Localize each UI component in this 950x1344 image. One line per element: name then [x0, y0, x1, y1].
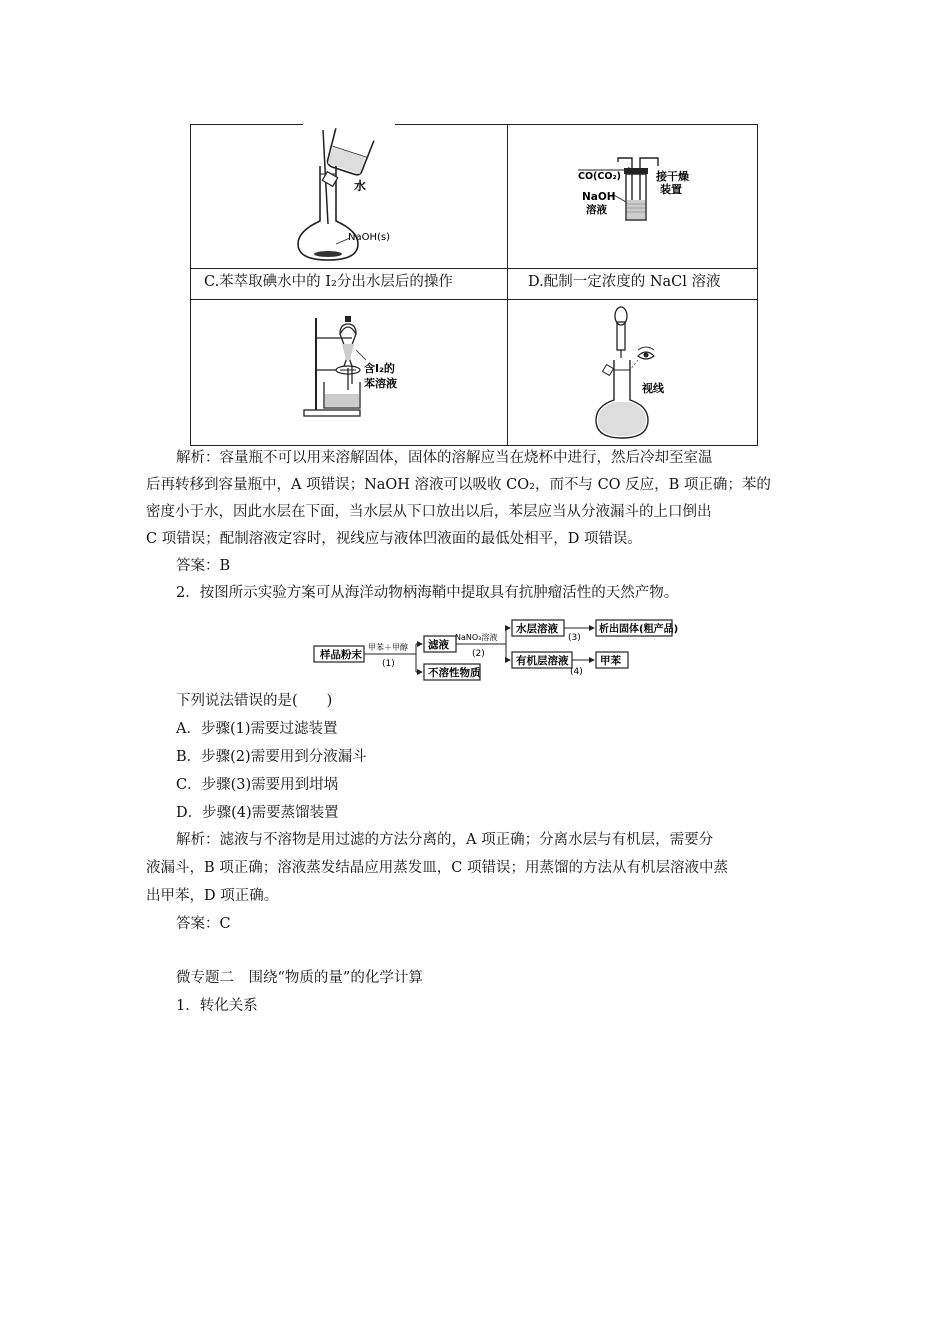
q2-prompt: 下列说法错误的是( )	[176, 693, 333, 709]
section-title: 微专题二 围绕“物质的量”的化学计算	[176, 970, 423, 986]
flow-reagent-1: 甲苯＋甲醇	[368, 643, 408, 652]
q2-flow-chart	[312, 616, 682, 682]
q1-analysis-line-2: 后再转移到容量瓶中，A 项错误；NaOH 溶液可以吸收 CO₂，而不与 CO 反应，B 项正确；苯的	[146, 477, 771, 493]
fig-a-solid-label: NaOH(s)	[348, 232, 391, 243]
fig-b-dry-label-1: 接干燥	[656, 170, 689, 183]
apparatus-table	[190, 124, 758, 446]
fig-a-water-label: 水	[354, 179, 367, 193]
flow-organic: 有机层溶液	[516, 655, 569, 667]
q2-option-d: D．步骤(4)需要蒸馏装置	[176, 805, 339, 821]
section-item-1: 1．转化关系	[176, 998, 258, 1014]
q2-analysis-line-3: 出甲苯，D 项正确。	[146, 888, 279, 904]
q2-analysis-line-1: 解析：滤液与不溶物是用过滤的方法分离的，A 项正确；分离水层与有机层，需要分	[176, 832, 714, 848]
flow-step-4: (4)	[570, 667, 583, 677]
flow-insoluble: 不溶性物质	[428, 667, 481, 679]
flow-solid: 析出固体(粗产品)	[599, 624, 679, 635]
flow-step-3: (3)	[568, 633, 581, 643]
fig-c-label-1: 含I₂的	[364, 362, 395, 375]
option-c-caption: C.苯萃取碘水中的 I₂分出水层后的操作	[204, 274, 453, 290]
flow-step-1: (1)	[382, 659, 395, 669]
option-d-caption: D.配制一定浓度的 NaCl 溶液	[528, 274, 721, 290]
q1-answer: 答案：B	[176, 558, 231, 574]
fig-b-dry-label-2: 装置	[660, 183, 682, 196]
figure-b-gas-washing-bottle	[578, 154, 718, 234]
fig-d-label: 视线	[642, 382, 664, 395]
flow-sample: 样品粉末	[320, 649, 362, 661]
fig-b-sol-label-2: 溶液	[586, 204, 607, 216]
figure-c-separatory-funnel	[300, 310, 450, 420]
q2-option-b: B．步骤(2)需要用到分液漏斗	[176, 749, 367, 765]
q2-answer: 答案：C	[176, 916, 231, 932]
q1-analysis-line-3: 密度小于水，因此水层在下面，当水层从下口放出以后，苯层应当从分液漏斗的上口倒出	[146, 504, 712, 520]
figure-d-meniscus-reading	[586, 304, 716, 444]
flow-step-2: (2)	[472, 649, 485, 659]
fig-b-gas-label: CO(CO₂)	[578, 171, 621, 182]
q2-stem: 2．按图所示实验方案可从海洋动物柄海鞘中提取具有抗肿瘤活性的天然产物。	[176, 585, 679, 601]
q2-option-c: C．步骤(3)需要用到坩埚	[176, 777, 339, 793]
q2-option-a: A．步骤(1)需要过滤装置	[176, 721, 338, 737]
q2-analysis-line-2: 液漏斗，B 项正确；溶液蒸发结晶应用蒸发皿，C 项错误；用蒸馏的方法从有机层溶液中蒸	[146, 860, 728, 876]
flow-toluene: 甲苯	[600, 655, 621, 667]
flow-filtrate: 滤液	[428, 639, 449, 651]
flow-reagent-2: NaNO₃溶液	[455, 633, 498, 642]
flow-aqueous: 水层溶液	[516, 623, 558, 635]
fig-c-label-2: 苯溶液	[364, 377, 397, 390]
q1-analysis-line-4: C 项错误；配制溶液定容时，视线应与液体凹液面的最低处相平，D 项错误。	[146, 531, 642, 547]
figure-a-volumetric-flask	[290, 126, 430, 266]
fig-b-sol-label-1: NaOH	[582, 191, 616, 203]
q1-analysis-line-1: 解析：容量瓶不可以用来溶解固体，固体的溶解应当在烧杯中进行，然后冷却至室温	[176, 450, 713, 466]
